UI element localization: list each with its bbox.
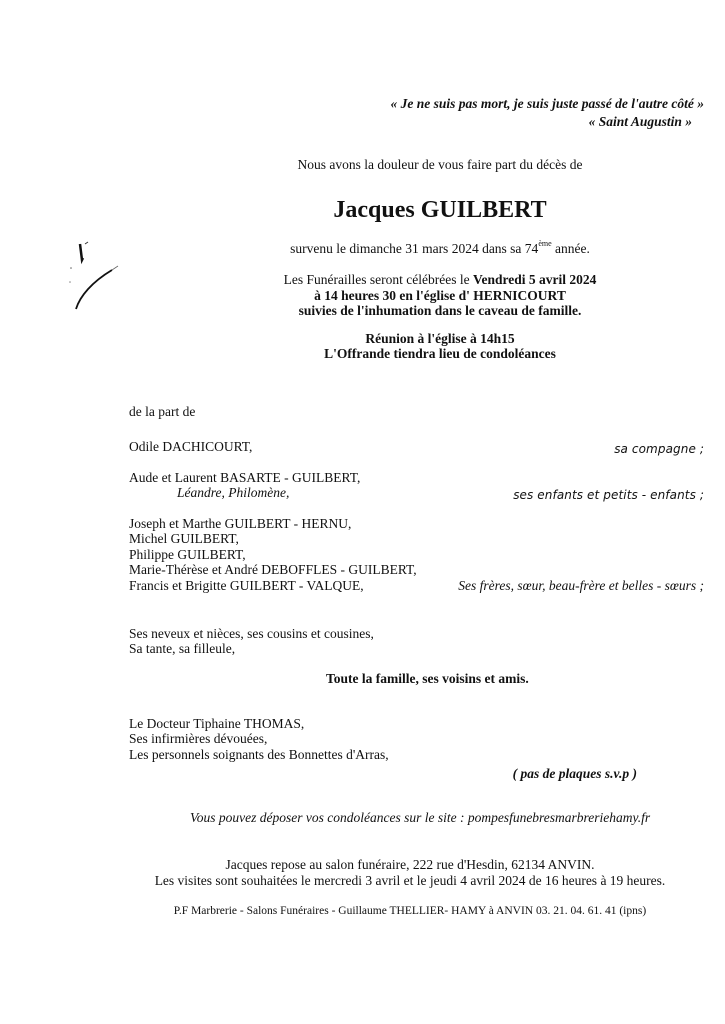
- family-name: Francis et Brigitte GUILBERT - VALQUE,: [129, 578, 364, 593]
- announcement-intro: Nous avons la douleur de vous faire part du décès de: [297, 157, 583, 172]
- family-name: Michel GUILBERT,: [129, 531, 239, 546]
- deceased-name: Jacques GUILBERT: [333, 197, 547, 223]
- funeral-date: Vendredi 5 avril 2024: [472, 272, 597, 287]
- offering-note: L'Offrande tiendra lieu de condoléances: [324, 346, 556, 361]
- family-name: Philippe GUILBERT,: [129, 547, 246, 562]
- medical-line: Le Docteur Tiphaine THOMAS,: [129, 716, 305, 731]
- death-line-suffix: année.: [551, 241, 590, 256]
- ordinal-suffix: ème: [538, 239, 552, 248]
- extended-family-line: Sa tante, sa filleule,: [129, 641, 236, 656]
- family-name: Odile DACHICOURT,: [129, 439, 253, 454]
- family-name: Aude et Laurent BASARTE - GUILBERT,: [129, 470, 361, 485]
- funeral-line-2: à 14 heures 30 en l'église d' HERNICOURT: [314, 288, 566, 303]
- extended-family-line: Ses neveux et nièces, ses cousins et cousines,: [129, 626, 374, 641]
- epigraph-author: « Saint Augustin »: [588, 114, 692, 129]
- grandchildren-names: Léandre, Philomène,: [177, 485, 290, 500]
- epigraph-quote: « Je ne suis pas mort, je suis juste passé de l'autre côté »: [390, 96, 704, 111]
- funeral-line-1: [240, 272, 640, 288]
- funeral-home-footer: P.F Marbrerie - Salons Funéraires - Guillaume THELLIER- HAMY à ANVIN 03. 21. 04. 61. 41 (ipns): [173, 905, 647, 917]
- death-line-prefix: survenu le dimanche 31 mars 2024 dans sa 74: [290, 241, 539, 256]
- visits-line: Les visites sont souhaitées le mercredi 3 avril et le jeudi 4 avril 2024 de 16 heures à 19 heures.: [154, 873, 666, 888]
- condolences-note: Vous pouvez déposer vos condoléances sur le site : pompesfunebresmarbreriehamy.fr: [190, 810, 651, 825]
- death-date-line: [240, 241, 640, 257]
- meeting-time: Réunion à l'église à 14h15: [365, 331, 515, 346]
- medical-line: Ses infirmières dévouées,: [129, 731, 268, 746]
- funeral-line-3: suivies de l'inhumation dans le caveau de famille.: [298, 303, 582, 318]
- family-name: Joseph et Marthe GUILBERT - HERNU,: [129, 516, 352, 531]
- handwritten-mark-icon: [40, 230, 140, 320]
- all-family-line: Toute la famille, ses voisins et amis.: [326, 671, 529, 686]
- medical-line: Les personnels soignants des Bonnettes d'Arras,: [129, 747, 389, 762]
- family-relation: sa compagne ;: [614, 442, 704, 456]
- from-label: de la part de: [129, 404, 196, 419]
- no-plaques-note: ( pas de plaques s.v.p ): [512, 766, 637, 781]
- funeral-line-1-regular: Les Funérailles seront célébrées le: [283, 272, 473, 287]
- family-relation: ses enfants et petits - enfants ;: [513, 488, 704, 502]
- resting-place-line: Jacques repose au salon funéraire, 222 rue d'Hesdin, 62134 ANVIN.: [225, 857, 595, 872]
- family-relation: Ses frères, sœur, beau-frère et belles - sœurs ;: [458, 578, 704, 593]
- family-name: Marie-Thérèse et André DEBOFFLES - GUILBERT,: [129, 562, 417, 577]
